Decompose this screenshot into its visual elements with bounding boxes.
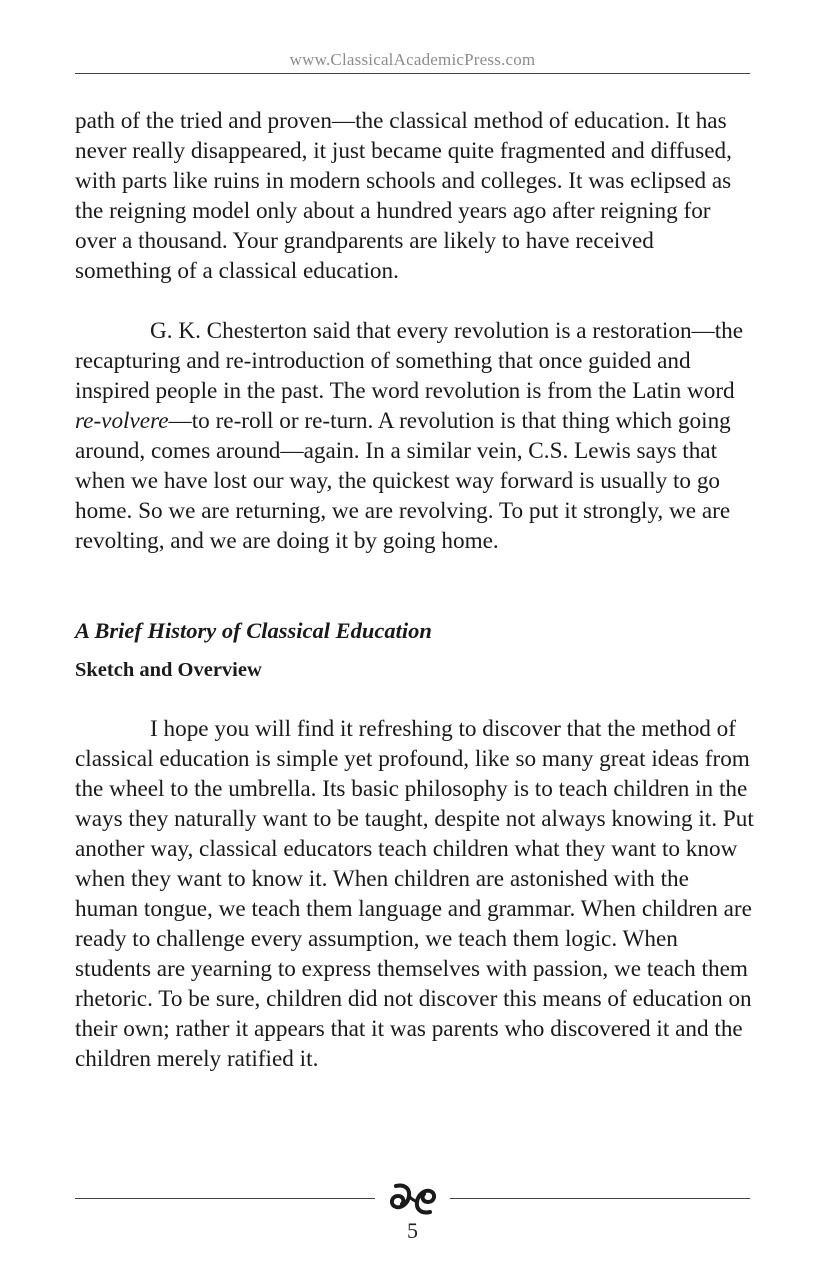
latin-term: re-volvere — [75, 408, 169, 434]
paragraph-tried-and-proven: path of the tried and proven—the classical method of education. It has never really disappeared, it just became quite fragmented and diffused, with parts like ruins in modern schools and colleges. It was eclipsed as the reigning model only about a hundred years ago after reigning for over a thousand. Your grandparents are likely to have received something of a classical education. — [75, 108, 732, 284]
subsection-spacer — [75, 684, 755, 714]
paragraph-classical-method: I hope you will find it refreshing to discover that the method of classical education is simple yet profound, like so many great ideas from the wheel to the umbrella. Its basic philosophy is to teach children in the ways they naturally want to be taught, despite not always knowing it. Put another way, classical educators teach children what they want to know when they want to know it. When children are astonished with the human tongue, we teach them language and grammar. When children are ready to challenge every assumption, we teach them logic. When students are yearning to express themselves with passion, we teach them rhetoric. To be sure, children did not discover this means of education on their own; rather it appears that it was parents who discovered it and the children merely ratified it. — [75, 716, 754, 1072]
header-divider — [75, 73, 750, 74]
footer-divider-right — [450, 1198, 750, 1199]
footer-divider-left — [75, 1198, 375, 1199]
paragraph-chesterton — [75, 316, 755, 556]
header-url: www.ClassicalAcademicPress.com — [289, 50, 536, 69]
section-title: A Brief History of Classical Education — [75, 618, 432, 643]
chesterton-text-end: —to re-roll or re-turn. A revolution is that thing which going around, comes around—again. In a similar vein, C.S. Lewis says that when we have lost our way, the quickest way forward is usually to go home. So we are returning, we are revolving. To put it strongly, we are revolting, and we are doing it by going home. — [75, 408, 731, 554]
fleuron-ornament-icon — [390, 1182, 436, 1216]
page-number: 5 — [407, 1218, 418, 1243]
section-spacer — [75, 556, 755, 616]
page-body — [75, 106, 755, 1074]
section-subtitle: Sketch and Overview — [75, 659, 262, 681]
page-footer — [75, 1180, 750, 1220]
chesterton-text-start: G. K. Chesterton said that every revolution is a restoration—the recapturing and re-introduction of something that once guided and inspired people in the past. The word revolution is from the Latin word — [75, 318, 744, 404]
